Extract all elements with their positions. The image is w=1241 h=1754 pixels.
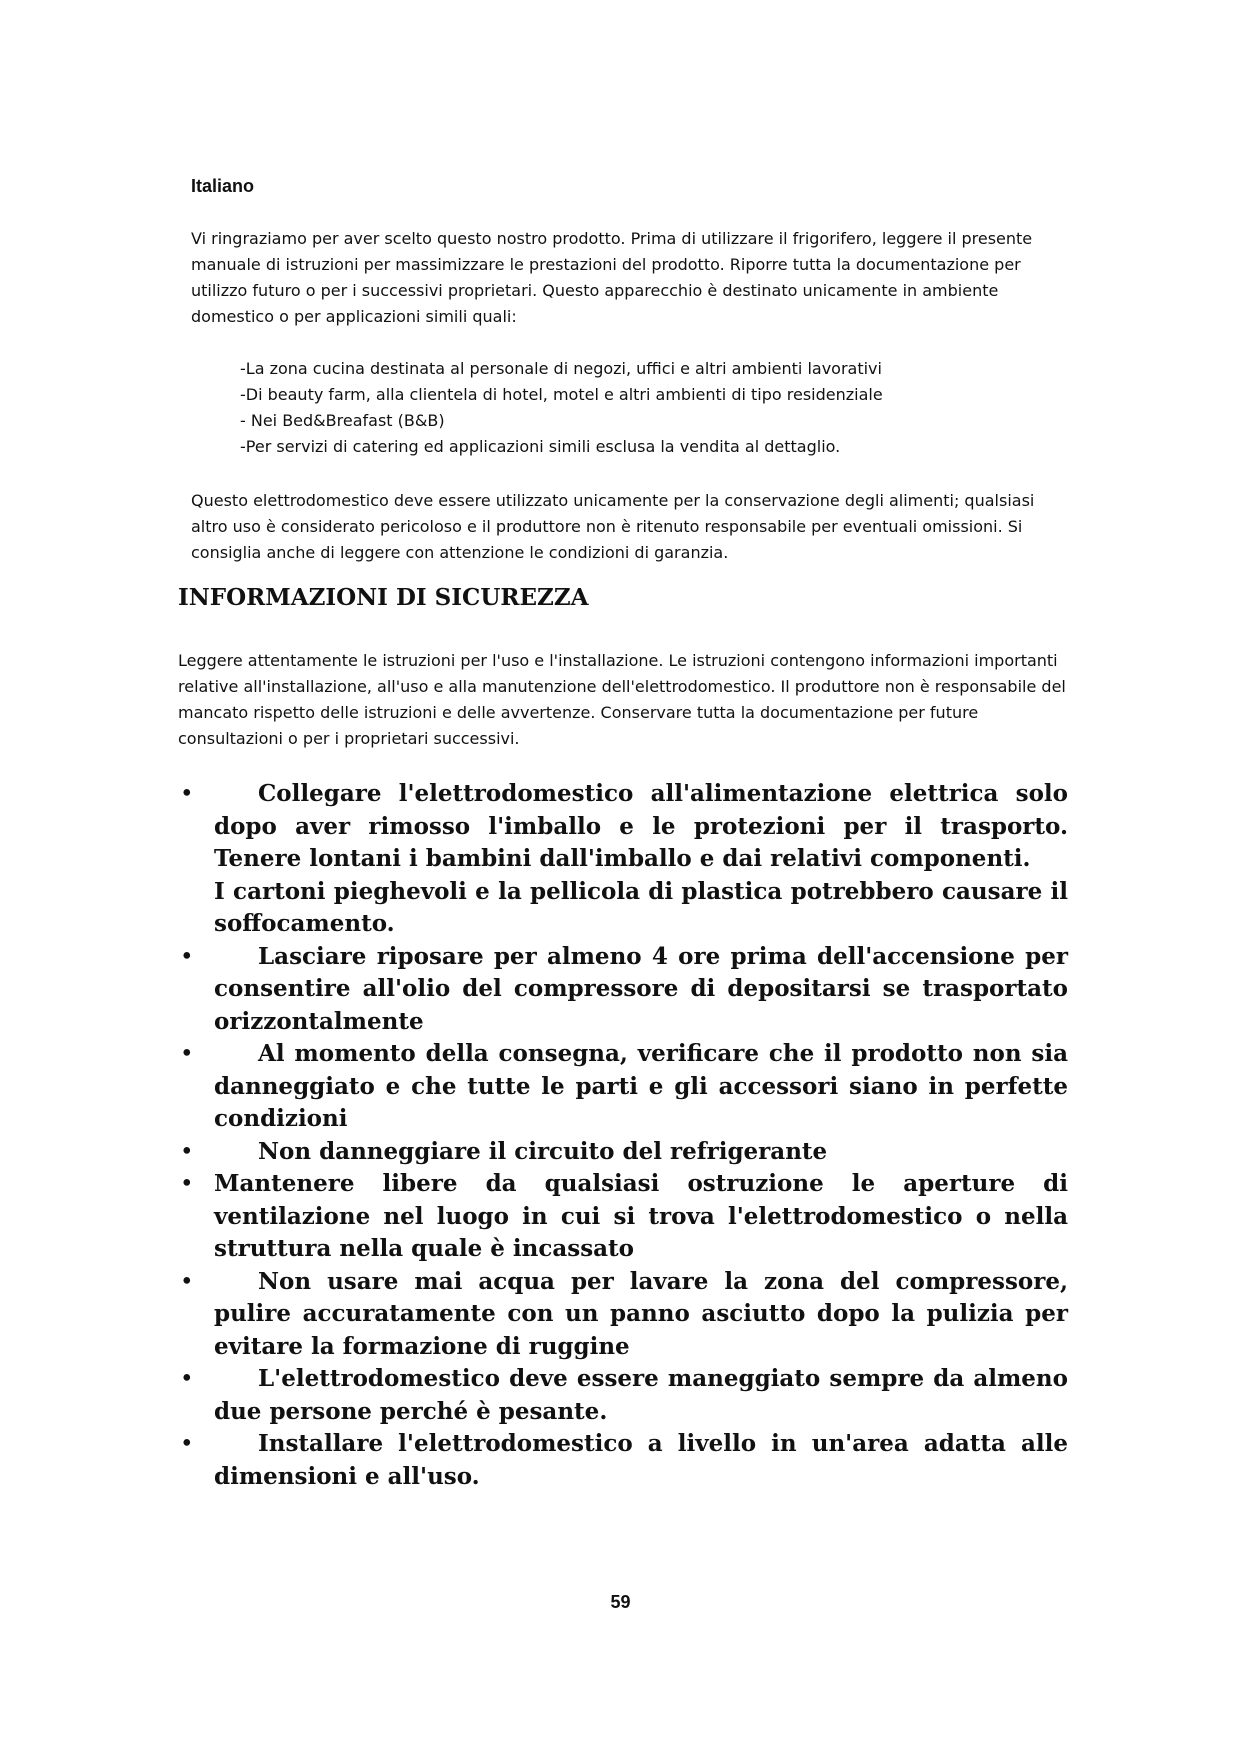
safety-item [178,1363,1068,1428]
uses-item: -Per servizi di catering ed applicazioni simili esclusa la vendita al dettaglio. [240,437,841,456]
safety-item [178,941,1068,1039]
safety-item [178,778,1068,876]
safety-item-text: L'elettrodomestico deve essere maneggiato sempre da almeno due persone perché è pesante. [214,1365,1068,1425]
safety-item [178,1428,1068,1493]
safety-item-text: I cartoni pieghevoli e la pellicola di plastica potrebbero causare il soffocamento. [214,877,1068,937]
bullet-icon: • [180,943,194,970]
safety-item-continuation [178,876,1068,941]
safety-item-text: Installare l'elettrodomestico a livello in un'area adatta alle dimensioni e all'uso. [214,1430,1068,1490]
safety-heading: INFORMAZIONI DI SICUREZZA [178,584,589,611]
uses-item: -Di beauty farm, alla clientela di hotel, motel e altri ambienti di tipo residenziale [240,385,883,404]
language-label: Italiano [191,176,255,196]
safety-item [178,1266,1068,1364]
safety-item-text: Mantenere libere da qualsiasi ostruzione le aperture di ventilazione nel luogo in cui si trova l'elettrodomestico o nella struttura nella quale è incassato [214,1170,1068,1262]
safety-item [178,1136,1068,1169]
safety-item [178,1168,1068,1266]
bullet-icon: • [180,1431,194,1457]
bullet-icon: • [180,781,194,807]
safety-list [178,778,1068,1493]
safety-item-text: Non danneggiare il circuito del refrigerante [258,1137,828,1165]
uses-list [240,356,883,460]
safety-item-text: Lasciare riposare per almeno 4 ore prima dell'accensione per consentire all'olio del compressore di depositarsi se trasportato orizzontalmente [214,942,1068,1035]
bullet-icon: • [180,1138,194,1165]
uses-item: -La zona cucina destinata al personale di negozi, uffici e altri ambienti lavorativi [240,359,882,378]
safety-item-text: Non usare mai acqua per lavare la zona del compressore, pulire accuratamente con un panno asciutto dopo la pulizia per evitare la formazione di ruggine [214,1267,1068,1360]
safety-item-text: Collegare l'elettrodomestico all'alimentazione elettrica solo dopo aver rimosso l'imballo e le protezioni per il trasporto. Tenere lontani i bambini dall'imballo e dai relativi componenti. [214,780,1068,872]
safety-item [178,1038,1068,1136]
intro-paragraph: Vi ringraziamo per aver scelto questo nostro prodotto. Prima di utilizzare il frigorifero, leggere il presente manuale di istruzioni per massimizzare le prestazioni del prodotto. Riporre tutta la documentazione per utilizzo futuro o per i successivi proprietari. Questo apparecchio è destinato unicamente in ambiente domestico o per applicazioni simili quali: [191,229,1033,326]
safety-item-text: Al momento della consegna, verificare che il prodotto non sia danneggiato e che tutte le parti e gli accessori siano in perfette condizioni [214,1040,1068,1132]
bullet-icon: • [180,1171,194,1197]
bullet-icon: • [180,1366,194,1392]
uses-item: - Nei Bed&Breafast (B&B) [240,411,445,430]
bullet-icon: • [180,1041,194,1067]
page-number: 59 [610,1592,631,1612]
safety-intro-paragraph: Leggere attentamente le istruzioni per l'uso e l'installazione. Le istruzioni contengono informazioni importanti relative all'installazione, all'uso e alla manutenzione dell'elettrodomestico. Il produttore non è responsabile del mancato rispetto delle istruzioni e delle avvertenze. Conservare tutta la documentazione per future consultazioni o per i proprietari successivi. [178,651,1066,748]
bullet-icon: • [180,1268,194,1295]
usage-paragraph: Questo elettrodomestico deve essere utilizzato unicamente per la conservazione degli alimenti; qualsiasi altro uso è considerato pericoloso e il produttore non è ritenuto responsabile per eventuali omissioni. Si consiglia anche di leggere con attenzione le condizioni di garanzia. [191,491,1035,562]
